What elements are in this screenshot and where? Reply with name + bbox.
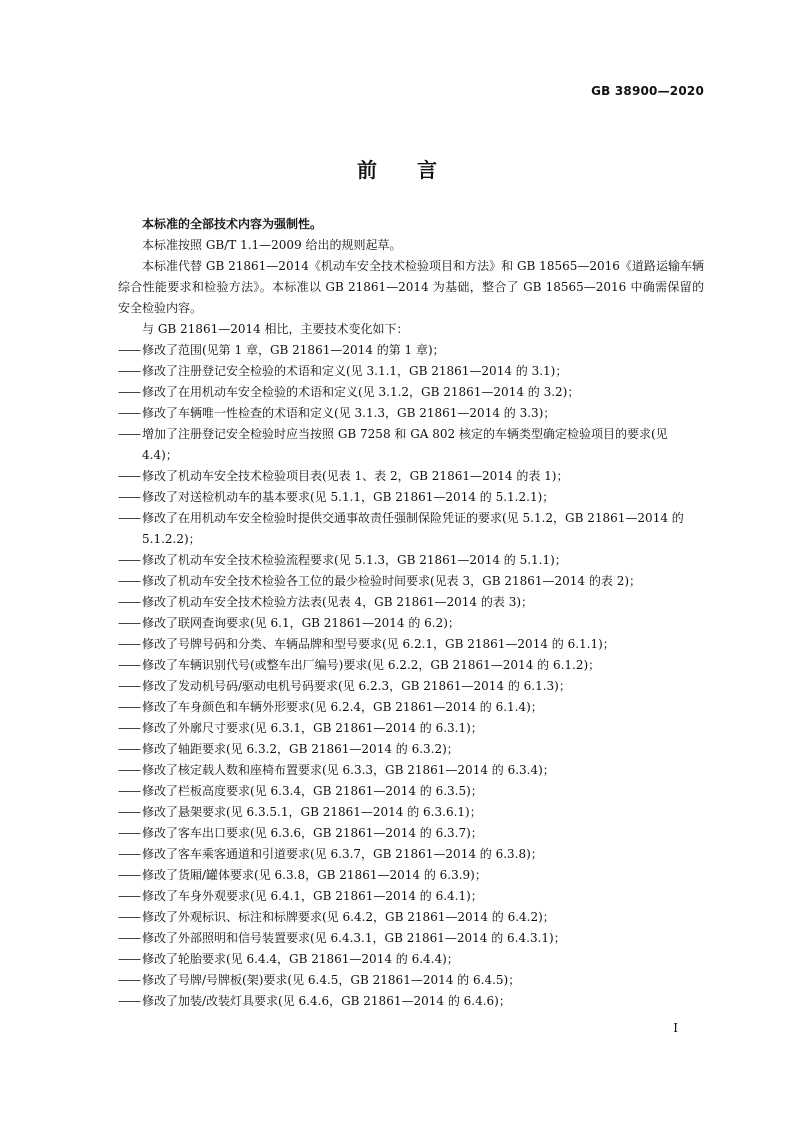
change-text: 修改了客车乘客通道和引道要求(见 6.3.7，GB 21861—2014 的 6.3.8)； [142, 847, 543, 861]
change-item [118, 928, 704, 949]
dash-marker: —— [118, 406, 140, 420]
change-item [118, 550, 704, 571]
change-text: 修改了在用机动车安全检验的术语和定义(见 3.1.2，GB 21861—2014 的 3.2)； [142, 385, 580, 399]
dash-marker: —— [118, 763, 140, 777]
change-item [118, 508, 704, 550]
change-item [118, 466, 704, 487]
intro-changes-lead: 与 GB 21861—2014 相比，主要技术变化如下： [142, 322, 409, 336]
change-text: 修改了外观标识、标注和标牌要求(见 6.4.2，GB 21861—2014 的 6.4.2)； [142, 910, 555, 924]
change-item [118, 823, 704, 844]
change-item [118, 403, 704, 424]
dash-marker: —— [118, 700, 140, 714]
dash-marker: —— [118, 994, 140, 1008]
standard-number: GB 38900—2020 [591, 84, 704, 98]
change-item [118, 571, 704, 592]
dash-marker: —— [118, 595, 140, 609]
change-text: 修改了机动车安全技术检验流程要求(见 5.1.3，GB 21861—2014 的 5.1.1)； [142, 553, 567, 567]
intro-drafting-rules: 本标准按照 GB/T 1.1—2009 给出的规则起草。 [142, 238, 402, 252]
page-title [0, 154, 794, 183]
dash-marker: —— [118, 343, 140, 357]
change-item [118, 907, 704, 928]
change-text: 修改了范围(见第 1 章，GB 21861—2014 的第 1 章)； [142, 343, 445, 357]
change-text: 修改了栏板高度要求(见 6.3.4，GB 21861—2014 的 6.3.5)； [142, 784, 483, 798]
change-text: 修改了加装/改装灯具要求(见 6.4.6，GB 21861—2014 的 6.4.6)； [142, 994, 511, 1008]
change-text: 修改了机动车安全技术检验方法表(见表 4，GB 21861—2014 的表 3)； [142, 595, 534, 609]
change-item [118, 739, 704, 760]
change-text: 修改了联网查询要求(见 6.1，GB 21861—2014 的 6.2)； [142, 616, 460, 630]
change-list [118, 340, 704, 1012]
dash-marker: —— [118, 847, 140, 861]
change-text: 修改了在用机动车安全检验时提供交通事故责任强制保险凭证的要求(见 5.1.2，GB 21861—2014 的 5.1.2.2)； [142, 511, 684, 546]
dash-marker: —— [118, 658, 140, 672]
change-item [118, 865, 704, 886]
title-char-1: 前 [357, 158, 377, 182]
change-item [118, 760, 704, 781]
dash-marker: —— [118, 616, 140, 630]
change-text: 修改了轮胎要求(见 6.4.4，GB 21861—2014 的 6.4.4)； [142, 952, 459, 966]
change-item [118, 424, 704, 466]
dash-marker: —— [118, 637, 140, 651]
change-item [118, 970, 704, 991]
page-number: I [673, 1021, 678, 1035]
title-char-2: 言 [417, 158, 437, 182]
dash-marker: —— [118, 721, 140, 735]
dash-marker: —— [118, 490, 140, 504]
change-text: 修改了发动机号码/驱动电机号码要求(见 6.2.3，GB 21861—2014 的 6.1.3)； [142, 679, 571, 693]
change-item [118, 676, 704, 697]
change-item [118, 781, 704, 802]
change-text: 修改了号牌/号牌板(架)要求(见 6.4.5，GB 21861—2014 的 6.4.5)； [142, 973, 521, 987]
change-item [118, 844, 704, 865]
dash-marker: —— [118, 469, 140, 483]
change-item [118, 340, 704, 361]
change-text: 修改了车辆唯一性检查的术语和定义(见 3.1.3，GB 21861—2014 的 3.3)； [142, 406, 556, 420]
change-item [118, 487, 704, 508]
intro-replacement: 本标准代替 GB 21861—2014《机动车安全技术检验项目和方法》和 GB 18565—2016《道路运输车辆综合性能要求和检验方法》。本标准以 GB 21861—2014 为基础，整合了 GB 18565—2016 中确需保留的安全检验内容。 [118, 259, 704, 315]
change-item [118, 697, 704, 718]
dash-marker: —— [118, 553, 140, 567]
change-text: 修改了车身外观要求(见 6.4.1，GB 21861—2014 的 6.4.1)； [142, 889, 483, 903]
change-text: 修改了对送检机动车的基本要求(见 5.1.1，GB 21861—2014 的 5.1.2.1)； [142, 490, 555, 504]
dash-marker: —— [118, 784, 140, 798]
change-item [118, 634, 704, 655]
dash-marker: —— [118, 742, 140, 756]
change-item [118, 886, 704, 907]
dash-marker: —— [118, 931, 140, 945]
change-item [118, 949, 704, 970]
change-item [118, 655, 704, 676]
change-text: 修改了客车出口要求(见 6.3.6，GB 21861—2014 的 6.3.7)； [142, 826, 483, 840]
dash-marker: —— [118, 511, 140, 525]
dash-marker: —— [118, 889, 140, 903]
change-item [118, 592, 704, 613]
intro-mandatory: 本标准的全部技术内容为强制性。 [142, 217, 323, 231]
change-text: 修改了货厢/罐体要求(见 6.3.8，GB 21861—2014 的 6.3.9)； [142, 868, 487, 882]
change-item [118, 613, 704, 634]
change-text: 修改了号牌号码和分类、车辆品牌和型号要求(见 6.2.1，GB 21861—2014 的 6.1.1)； [142, 637, 615, 651]
change-item [118, 802, 704, 823]
dash-marker: —— [118, 364, 140, 378]
dash-marker: —— [118, 973, 140, 987]
change-text: 修改了机动车安全技术检验项目表(见表 1、表 2，GB 21861—2014 的表 1)； [142, 469, 569, 483]
dash-marker: —— [118, 952, 140, 966]
dash-marker: —— [118, 826, 140, 840]
foreword-body [118, 214, 704, 1012]
change-item [118, 382, 704, 403]
change-text: 修改了外部照明和信号装置要求(见 6.4.3.1，GB 21861—2014 的 6.4.3.1)； [142, 931, 566, 945]
change-text: 修改了轴距要求(见 6.3.2，GB 21861—2014 的 6.3.2)； [142, 742, 459, 756]
change-text: 修改了注册登记安全检验的术语和定义(见 3.1.1，GB 21861—2014 的 3.1)； [142, 364, 568, 378]
dash-marker: —— [118, 385, 140, 399]
dash-marker: —— [118, 427, 140, 441]
dash-marker: —— [118, 574, 140, 588]
change-text: 修改了悬架要求(见 6.3.5.1，GB 21861—2014 的 6.3.6.1)； [142, 805, 482, 819]
change-item [118, 991, 704, 1012]
change-text: 修改了外廓尺寸要求(见 6.3.1，GB 21861—2014 的 6.3.1)； [142, 721, 483, 735]
dash-marker: —— [118, 679, 140, 693]
change-text: 修改了车身颜色和车辆外形要求(见 6.2.4，GB 21861—2014 的 6.1.4)； [142, 700, 543, 714]
dash-marker: —— [118, 805, 140, 819]
dash-marker: —— [118, 910, 140, 924]
dash-marker: —— [118, 868, 140, 882]
change-text: 修改了车辆识别代号(或整车出厂编号)要求(见 6.2.2，GB 21861—2014 的 6.1.2)； [142, 658, 601, 672]
change-item [118, 718, 704, 739]
change-item [118, 361, 704, 382]
change-text: 修改了核定载人数和座椅布置要求(见 6.3.3，GB 21861—2014 的 6.3.4)； [142, 763, 555, 777]
change-text: 增加了注册登记安全检验时应当按照 GB 7258 和 GA 802 核定的车辆类型确定检验项目的要求(见 4.4)； [142, 427, 668, 462]
change-text: 修改了机动车安全技术检验各工位的最少检验时间要求(见表 3，GB 21861—2014 的表 2)； [142, 574, 642, 588]
